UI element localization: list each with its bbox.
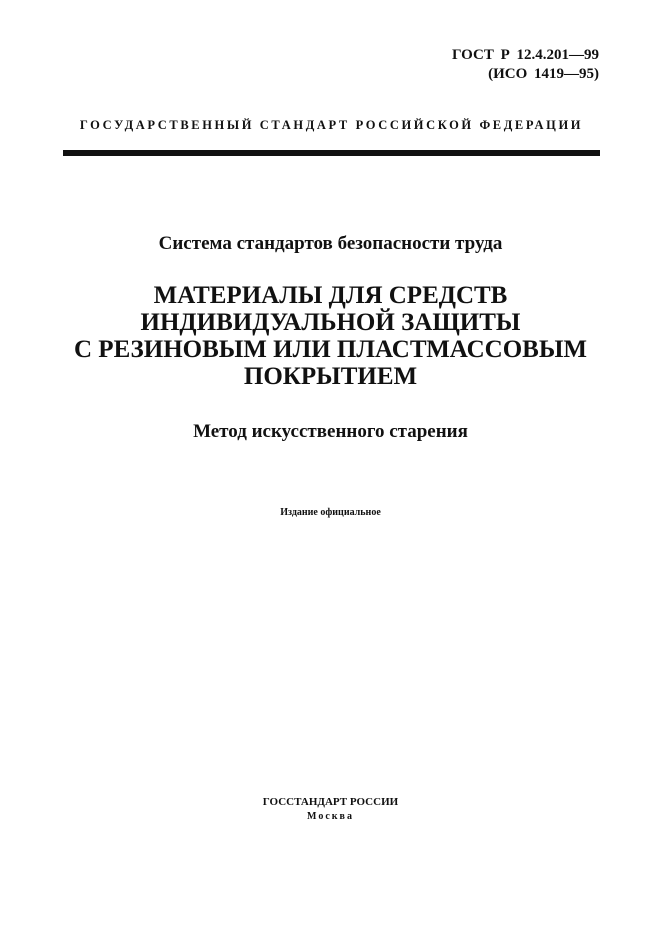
main-title [40, 282, 621, 390]
document-code [452, 46, 599, 84]
main-title-line-3: С РЕЗИНОВЫМ ИЛИ ПЛАСТМАССОВЫМ [74, 336, 587, 363]
main-title-line-2: ИНДИВИДУАЛЬНОЙ ЗАЩИТЫ [140, 309, 521, 336]
subtitle: Метод искусственного старения [193, 421, 468, 442]
main-title-line-4: ПОКРЫТИЕМ [243, 363, 418, 390]
federation-banner: ГОСУДАРСТВЕННЫЙ СТАНДАРТ РОССИЙСКОЙ ФЕДЕРАЦИИ [79, 118, 584, 132]
standard-code: ГОСТ Р 12.4.201—99 [451, 47, 599, 63]
series-title: Система стандартов безопасности труда [158, 233, 503, 254]
main-title-line-1: МАТЕРИАЛЫ ДЛЯ СРЕДСТВ [153, 282, 508, 309]
publisher: ГОССТАНДАРТ РОССИИ [262, 796, 399, 808]
iso-code: (ИСО 1419—95) [488, 66, 599, 82]
thick-divider [63, 150, 600, 156]
publication-city: Москва [307, 811, 354, 822]
edition-note: Издание официальное [280, 507, 381, 518]
